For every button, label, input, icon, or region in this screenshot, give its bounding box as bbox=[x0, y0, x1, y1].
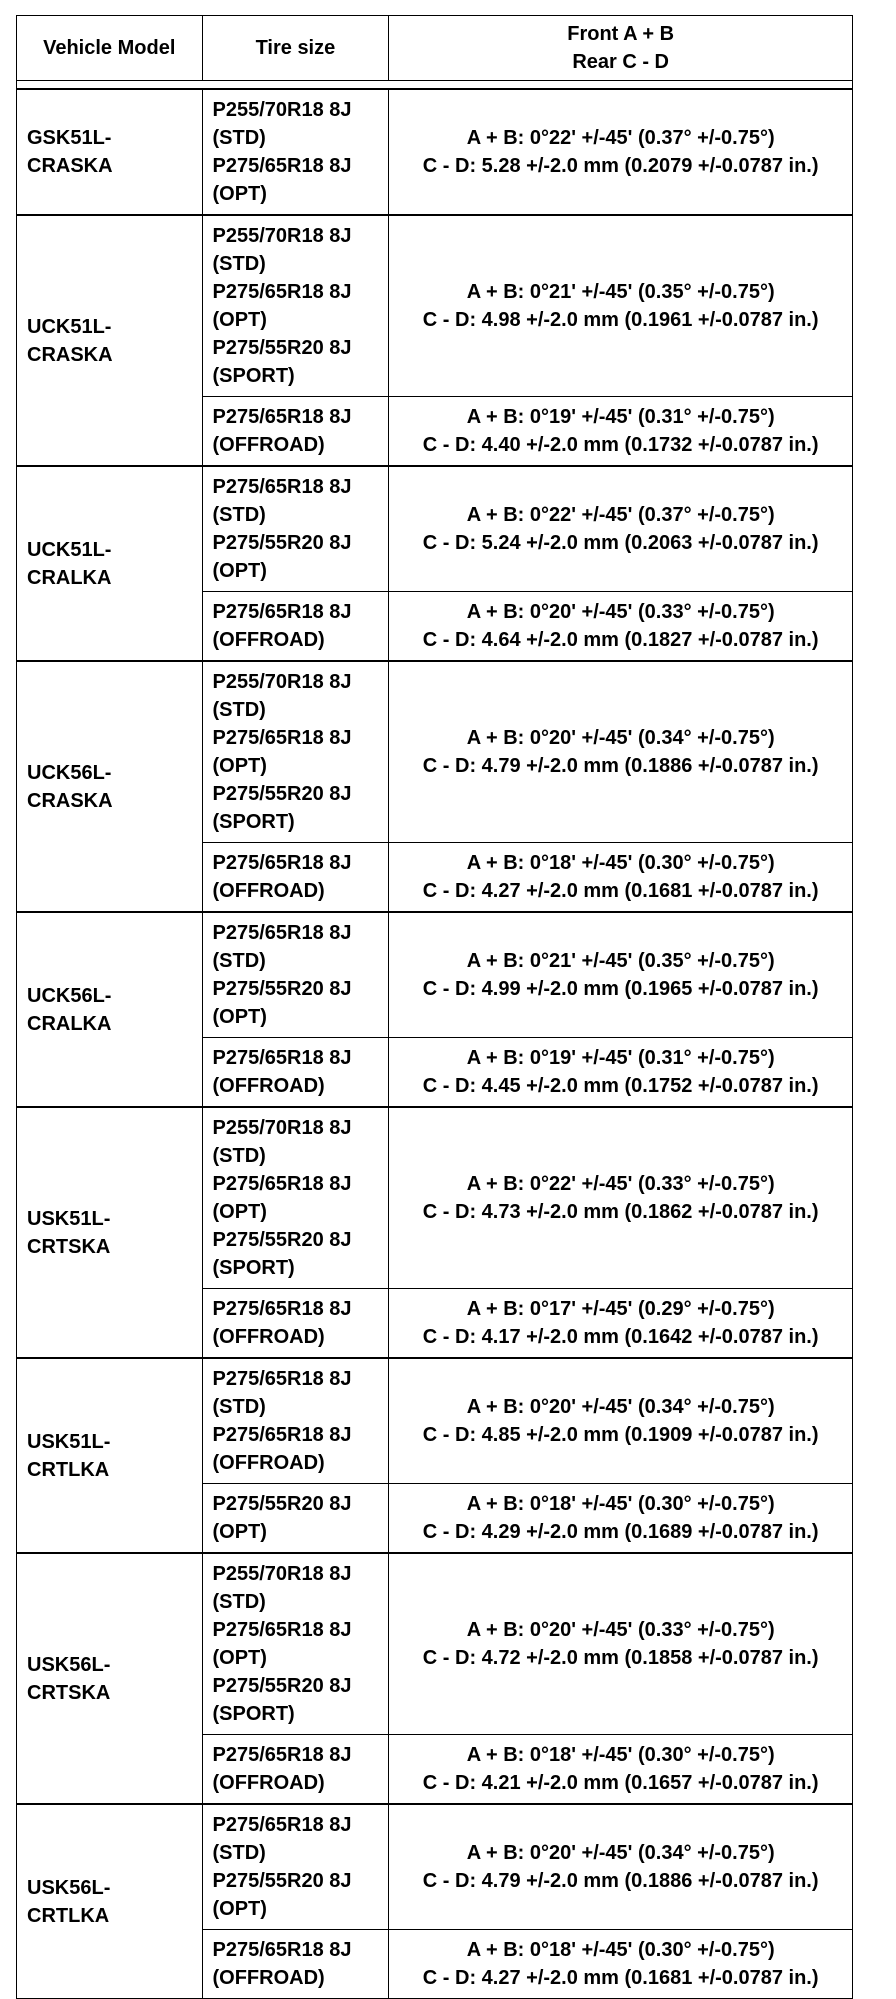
tire-size-line: (STD) bbox=[212, 1591, 266, 1613]
tire-size-line: (OFFROAD) bbox=[212, 1967, 325, 1989]
vehicle-model-line: GSK51L- bbox=[27, 127, 112, 149]
front-a-plus-b-value: A + B: 0°18' +/-45' (0.30° +/-0.75°) bbox=[466, 1744, 775, 1766]
tire-size-line: P255/70R18 8J bbox=[212, 225, 352, 247]
tire-size-cell bbox=[202, 1358, 389, 1484]
front-a-plus-b-value: A + B: 0°22' +/-45' (0.33° +/-0.75°) bbox=[466, 1173, 775, 1195]
tire-size-line: (STD) bbox=[212, 1396, 266, 1418]
tire-size-line: P255/70R18 8J bbox=[212, 1563, 352, 1585]
tire-size-cell bbox=[202, 912, 389, 1038]
tire-size-cell bbox=[202, 1804, 389, 1930]
tire-size-line: P275/55R20 8J bbox=[212, 783, 352, 805]
tire-size-line: (STD) bbox=[212, 127, 266, 149]
table-row bbox=[17, 912, 853, 1038]
tire-size-line: (STD) bbox=[212, 950, 266, 972]
tire-size-line: (OPT) bbox=[212, 1521, 267, 1543]
tire-size-line: P275/65R18 8J bbox=[212, 476, 352, 498]
tire-size-line: (OPT) bbox=[212, 309, 267, 331]
tire-size-line: P275/65R18 8J bbox=[212, 1814, 352, 1836]
tire-size-line: P275/65R18 8J bbox=[212, 1939, 352, 1961]
rear-c-minus-d-value: C - D: 4.17 +/-2.0 mm (0.1642 +/-0.0787 in.) bbox=[422, 1326, 819, 1348]
vehicle-model-line: CRALKA bbox=[27, 1012, 112, 1035]
tire-size-cell bbox=[202, 1553, 389, 1735]
alignment-spec-cell bbox=[389, 397, 853, 467]
tire-size-cell bbox=[202, 466, 389, 592]
tire-size-line: (OPT) bbox=[212, 755, 267, 777]
front-a-plus-b-value: A + B: 0°18' +/-45' (0.30° +/-0.75°) bbox=[466, 1939, 775, 1961]
vehicle-model-cell bbox=[17, 1358, 203, 1553]
gap-cell bbox=[17, 81, 203, 90]
rear-c-minus-d-value: C - D: 4.85 +/-2.0 mm (0.1909 +/-0.0787 in.) bbox=[422, 1424, 819, 1446]
rear-c-minus-d-value: C - D: 4.79 +/-2.0 mm (0.1886 +/-0.0787 in.) bbox=[422, 1870, 819, 1892]
tire-size-line: (SPORT) bbox=[212, 1703, 295, 1725]
alignment-spec-cell bbox=[389, 592, 853, 662]
alignment-spec-cell bbox=[389, 1735, 853, 1805]
vehicle-model-cell bbox=[17, 215, 203, 466]
tire-size-line: (OFFROAD) bbox=[212, 1326, 325, 1348]
front-a-plus-b-value: A + B: 0°20' +/-45' (0.33° +/-0.75°) bbox=[466, 1619, 775, 1641]
alignment-spec-cell bbox=[389, 1358, 853, 1484]
tire-size-line: P275/65R18 8J bbox=[212, 1744, 352, 1766]
tire-size-cell bbox=[202, 1735, 389, 1805]
rear-c-minus-d-value: C - D: 4.99 +/-2.0 mm (0.1965 +/-0.0787 in.) bbox=[422, 978, 819, 1000]
front-a-plus-b-value: A + B: 0°21' +/-45' (0.35° +/-0.75°) bbox=[466, 950, 775, 972]
tire-size-cell bbox=[202, 661, 389, 843]
tire-size-line: (OFFROAD) bbox=[212, 434, 325, 456]
vehicle-model-line: CRALKA bbox=[27, 566, 112, 589]
tire-size-line: (OFFROAD) bbox=[212, 880, 325, 902]
front-a-plus-b-value: A + B: 0°18' +/-45' (0.30° +/-0.75°) bbox=[466, 1493, 775, 1515]
vehicle-model-cell bbox=[17, 1553, 203, 1804]
rear-c-minus-d-value: C - D: 4.72 +/-2.0 mm (0.1858 +/-0.0787 in.) bbox=[422, 1647, 819, 1669]
table-row bbox=[17, 89, 853, 215]
rear-c-minus-d-value: C - D: 4.40 +/-2.0 mm (0.1732 +/-0.0787 in.) bbox=[422, 434, 819, 456]
tire-size-line: P275/55R20 8J bbox=[212, 1675, 352, 1697]
rear-c-minus-d-value: C - D: 4.27 +/-2.0 mm (0.1681 +/-0.0787 in.) bbox=[422, 1967, 819, 1989]
vehicle-model-cell bbox=[17, 661, 203, 912]
tire-size-line: (OFFROAD) bbox=[212, 629, 325, 651]
vehicle-model-cell bbox=[17, 89, 203, 215]
vehicle-model-line: CRASKA bbox=[27, 155, 113, 177]
tire-size-line: (STD) bbox=[212, 253, 266, 275]
rear-c-minus-d-value: C - D: 4.29 +/-2.0 mm (0.1689 +/-0.0787 in.) bbox=[422, 1521, 819, 1543]
alignment-spec-cell bbox=[389, 912, 853, 1038]
tire-size-cell bbox=[202, 1484, 389, 1554]
vehicle-model-line: USK56L- bbox=[27, 1876, 111, 1899]
tire-size-line: P275/65R18 8J bbox=[212, 1173, 352, 1195]
rear-c-minus-d-value: C - D: 4.98 +/-2.0 mm (0.1961 +/-0.0787 in.) bbox=[422, 309, 819, 331]
front-a-plus-b-value: A + B: 0°20' +/-45' (0.34° +/-0.75°) bbox=[466, 1842, 775, 1864]
front-a-plus-b-value: A + B: 0°20' +/-45' (0.33° +/-0.75°) bbox=[466, 601, 775, 623]
header-front-label: Front A + B bbox=[567, 23, 675, 45]
tire-size-line: P255/70R18 8J bbox=[212, 671, 352, 693]
alignment-spec-cell bbox=[389, 215, 853, 397]
tire-size-line: P275/65R18 8J bbox=[212, 281, 352, 303]
tire-size-cell bbox=[202, 1107, 389, 1289]
tire-size-line: P275/55R20 8J bbox=[212, 1493, 352, 1515]
alignment-spec-table bbox=[16, 15, 853, 1999]
table-body bbox=[17, 16, 853, 1999]
front-a-plus-b-value: A + B: 0°18' +/-45' (0.30° +/-0.75°) bbox=[466, 852, 775, 874]
tire-size-line: P275/65R18 8J bbox=[212, 852, 352, 874]
tire-size-cell bbox=[202, 397, 389, 467]
tire-size-line: (STD) bbox=[212, 699, 266, 721]
vehicle-model-line: CRTLKA bbox=[27, 1458, 110, 1481]
header-tire-size: Tire size bbox=[202, 16, 389, 81]
tire-size-cell bbox=[202, 1930, 389, 1999]
alignment-spec-cell bbox=[389, 1553, 853, 1735]
vehicle-model-line: USK51L- bbox=[27, 1430, 111, 1453]
vehicle-model-cell bbox=[17, 912, 203, 1107]
tire-size-line: P275/55R20 8J bbox=[212, 1870, 352, 1892]
tire-size-line: P275/55R20 8J bbox=[212, 337, 352, 359]
tire-size-line: P275/65R18 8J bbox=[212, 1368, 352, 1390]
vehicle-model-line: CRTSKA bbox=[27, 1681, 111, 1704]
alignment-spec-cell bbox=[389, 661, 853, 843]
tire-size-line: P275/65R18 8J bbox=[212, 601, 352, 623]
alignment-spec-cell bbox=[389, 843, 853, 913]
front-a-plus-b-value: A + B: 0°20' +/-45' (0.34° +/-0.75°) bbox=[466, 1396, 775, 1418]
tire-size-line: P275/65R18 8J bbox=[212, 155, 352, 177]
gap-cell bbox=[202, 81, 389, 90]
tire-size-cell bbox=[202, 89, 389, 215]
tire-size-line: P275/65R18 8J bbox=[212, 1619, 352, 1641]
tire-size-line: (OFFROAD) bbox=[212, 1452, 325, 1474]
front-a-plus-b-value: A + B: 0°22' +/-45' (0.37° +/-0.75°) bbox=[466, 504, 775, 526]
table-row bbox=[17, 215, 853, 397]
vehicle-model-line: CRASKA bbox=[27, 789, 113, 812]
alignment-spec-cell bbox=[389, 1289, 853, 1359]
table-row bbox=[17, 1358, 853, 1484]
tire-size-line: (OPT) bbox=[212, 1647, 267, 1669]
front-a-plus-b-value: A + B: 0°22' +/-45' (0.37° +/-0.75°) bbox=[466, 127, 775, 149]
tire-size-cell bbox=[202, 592, 389, 662]
tire-size-line: P275/65R18 8J bbox=[212, 406, 352, 428]
rear-c-minus-d-value: C - D: 4.64 +/-2.0 mm (0.1827 +/-0.0787 in.) bbox=[422, 629, 819, 651]
rear-c-minus-d-value: C - D: 5.24 +/-2.0 mm (0.2063 +/-0.0787 in.) bbox=[422, 532, 819, 554]
tire-size-line: P255/70R18 8J bbox=[212, 1117, 352, 1139]
alignment-spec-cell bbox=[389, 1804, 853, 1930]
vehicle-model-line: UCK51L- bbox=[27, 315, 112, 338]
vehicle-model-line: UCK51L- bbox=[27, 538, 112, 561]
table-row bbox=[17, 661, 853, 843]
tire-size-cell bbox=[202, 215, 389, 397]
rear-c-minus-d-value: C - D: 4.27 +/-2.0 mm (0.1681 +/-0.0787 in.) bbox=[422, 880, 819, 902]
vehicle-model-line: CRTSKA bbox=[27, 1235, 111, 1258]
tire-size-line: P275/65R18 8J bbox=[212, 922, 352, 944]
front-a-plus-b-value: A + B: 0°17' +/-45' (0.29° +/-0.75°) bbox=[466, 1298, 775, 1320]
header-vehicle-model: Vehicle Model bbox=[17, 16, 203, 81]
vehicle-model-line: CRASKA bbox=[27, 343, 113, 366]
tire-size-line: (STD) bbox=[212, 1145, 266, 1167]
tire-size-line: (OFFROAD) bbox=[212, 1772, 325, 1794]
alignment-spec-cell bbox=[389, 89, 853, 215]
vehicle-model-line: USK51L- bbox=[27, 1207, 111, 1230]
tire-size-line: P275/55R20 8J bbox=[212, 978, 352, 1000]
tire-size-cell bbox=[202, 843, 389, 913]
alignment-spec-cell bbox=[389, 1107, 853, 1289]
alignment-spec-cell bbox=[389, 1930, 853, 1999]
vehicle-model-cell bbox=[17, 466, 203, 661]
tire-size-line: (SPORT) bbox=[212, 811, 295, 833]
vehicle-model-cell bbox=[17, 1107, 203, 1358]
tire-size-cell bbox=[202, 1289, 389, 1359]
rear-c-minus-d-value: C - D: 4.21 +/-2.0 mm (0.1657 +/-0.0787 in.) bbox=[422, 1772, 819, 1794]
tire-size-line: (OPT) bbox=[212, 1898, 267, 1920]
tire-size-line: (STD) bbox=[212, 504, 266, 526]
tire-size-line: P275/65R18 8J bbox=[212, 727, 352, 749]
tire-size-cell bbox=[202, 1038, 389, 1108]
tire-size-line: (OPT) bbox=[212, 1006, 267, 1028]
tire-size-line: P275/55R20 8J bbox=[212, 532, 352, 554]
vehicle-model-line: UCK56L- bbox=[27, 984, 112, 1007]
table-row bbox=[17, 1804, 853, 1930]
tire-size-line: (OFFROAD) bbox=[212, 1075, 325, 1097]
rear-c-minus-d-value: C - D: 5.28 +/-2.0 mm (0.2079 +/-0.0787 in.) bbox=[422, 155, 819, 177]
tire-size-line: (OPT) bbox=[212, 1201, 267, 1223]
alignment-spec-cell bbox=[389, 1484, 853, 1554]
header-front-rear bbox=[389, 16, 853, 81]
header-rear-label: Rear C - D bbox=[572, 51, 670, 73]
rear-c-minus-d-value: C - D: 4.79 +/-2.0 mm (0.1886 +/-0.0787 in.) bbox=[422, 755, 819, 777]
alignment-spec-cell bbox=[389, 1038, 853, 1108]
vehicle-model-cell bbox=[17, 1804, 203, 1999]
tire-size-line: (SPORT) bbox=[212, 365, 295, 387]
header-gap-row bbox=[17, 81, 853, 90]
tire-size-line: P255/70R18 8J bbox=[212, 99, 352, 121]
front-a-plus-b-value: A + B: 0°19' +/-45' (0.31° +/-0.75°) bbox=[466, 406, 775, 428]
tire-size-line: (SPORT) bbox=[212, 1257, 295, 1279]
rear-c-minus-d-value: C - D: 4.45 +/-2.0 mm (0.1752 +/-0.0787 in.) bbox=[422, 1075, 819, 1097]
tire-size-line: P275/65R18 8J bbox=[212, 1047, 352, 1069]
tire-size-line: P275/65R18 8J bbox=[212, 1424, 352, 1446]
front-a-plus-b-value: A + B: 0°20' +/-45' (0.34° +/-0.75°) bbox=[466, 727, 775, 749]
vehicle-model-line: CRTLKA bbox=[27, 1904, 110, 1927]
header-row bbox=[17, 16, 853, 81]
tire-size-line: (OPT) bbox=[212, 183, 267, 205]
table-row bbox=[17, 466, 853, 592]
front-a-plus-b-value: A + B: 0°19' +/-45' (0.31° +/-0.75°) bbox=[466, 1047, 775, 1069]
tire-size-line: (STD) bbox=[212, 1842, 266, 1864]
table-row bbox=[17, 1107, 853, 1289]
tire-size-line: (OPT) bbox=[212, 560, 267, 582]
front-a-plus-b-value: A + B: 0°21' +/-45' (0.35° +/-0.75°) bbox=[466, 281, 775, 303]
gap-cell bbox=[389, 81, 853, 90]
table-row bbox=[17, 1553, 853, 1735]
rear-c-minus-d-value: C - D: 4.73 +/-2.0 mm (0.1862 +/-0.0787 in.) bbox=[422, 1201, 819, 1223]
tire-size-line: P275/65R18 8J bbox=[212, 1298, 352, 1320]
vehicle-model-line: USK56L- bbox=[27, 1653, 111, 1676]
tire-size-line: P275/55R20 8J bbox=[212, 1229, 352, 1251]
vehicle-model-line: UCK56L- bbox=[27, 761, 112, 784]
alignment-spec-cell bbox=[389, 466, 853, 592]
